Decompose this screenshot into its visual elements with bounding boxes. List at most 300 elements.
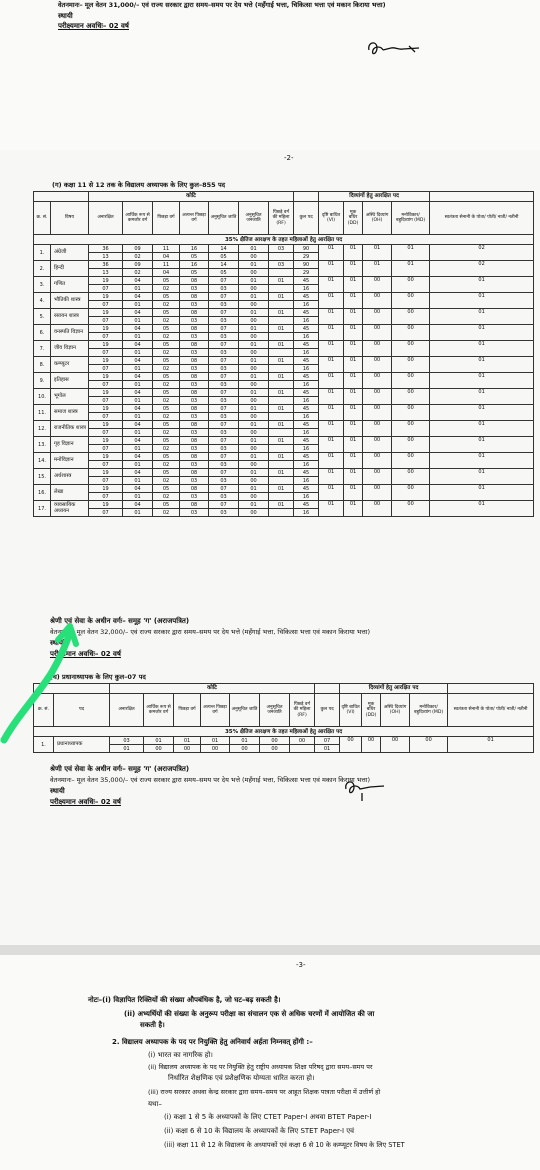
value-cell: 01 xyxy=(239,293,269,301)
divyang-cell: 00 xyxy=(392,293,430,309)
value-cell: 19 xyxy=(89,373,123,381)
women-value-cell: 02 xyxy=(153,333,180,341)
women-value-cell: 04 xyxy=(153,269,180,277)
value-cell: 01 xyxy=(239,277,269,285)
value-cell: 07 xyxy=(209,373,239,381)
col-oh: अस्थि दिव्यांग (OH) xyxy=(363,202,392,235)
value-cell: 07 xyxy=(209,357,239,365)
value-cell: 01 xyxy=(239,453,269,461)
divyang-cell: 01 xyxy=(392,261,430,277)
value-cell: 08 xyxy=(180,485,209,493)
value-cell: 08 xyxy=(180,389,209,397)
divyang-cell: 00 xyxy=(392,421,430,437)
h-permanent: स्थायी xyxy=(50,787,65,795)
divyang-cell: 00 xyxy=(363,469,392,485)
value-cell: 01 xyxy=(174,737,201,745)
qualification-3-i: (i) कक्षा 1 से 5 के अध्यापकों के लिए CTET Paper-I अथवा BTET Paper-I xyxy=(164,1113,372,1121)
divyang-cell: 01 xyxy=(319,293,344,309)
value-cell: 03 xyxy=(269,261,294,269)
women-value-cell: 03 xyxy=(209,397,239,405)
value-cell: 05 xyxy=(153,309,180,317)
value-cell: 45 xyxy=(294,421,319,429)
divyang-cell: 00 xyxy=(363,293,392,309)
value-cell: 19 xyxy=(89,389,123,397)
value-cell: 01 xyxy=(269,341,294,349)
women-value-cell: 03 xyxy=(180,301,209,309)
subject-cell: हिन्दी xyxy=(51,261,89,277)
value-cell: 05 xyxy=(153,325,180,333)
women-value-cell: 00 xyxy=(239,493,269,501)
serial-cell: 12. xyxy=(34,421,51,437)
table-row xyxy=(34,389,534,397)
value-cell: 16 xyxy=(180,261,209,269)
value-cell: 04 xyxy=(123,437,153,445)
value-cell: 05 xyxy=(153,341,180,349)
page-2 xyxy=(0,150,540,945)
value-cell: 14 xyxy=(209,261,239,269)
value-cell: 01 xyxy=(269,421,294,429)
value-cell: 08 xyxy=(180,405,209,413)
divyang-cell: 00 xyxy=(392,373,430,389)
women-value-cell: 16 xyxy=(294,301,319,309)
women-value-cell: 07 xyxy=(89,477,123,485)
divyang-cell: 01 xyxy=(430,485,534,501)
women-value-cell xyxy=(269,301,294,309)
women-value-cell: 00 xyxy=(239,397,269,405)
women-value-cell: 03 xyxy=(209,461,239,469)
serial-cell: 2. xyxy=(34,261,51,277)
qualification-2: (ii) विद्यालय अध्यापक के पद पर नियुक्ति हेतु राष्ट्रीय अध्यापक शिक्षा परिषद् द्वारा समय–समय पर xyxy=(148,1063,373,1071)
women-value-cell: 00 xyxy=(239,365,269,373)
permanent-label: स्थायी xyxy=(58,12,73,20)
divyang-cell: 00 xyxy=(392,341,430,357)
divyang-cell: 00 xyxy=(363,277,392,293)
divyang-cell: 01 xyxy=(344,405,363,421)
value-cell: 04 xyxy=(123,325,153,333)
women-value-cell: 03 xyxy=(180,317,209,325)
women-value-cell: 03 xyxy=(180,333,209,341)
women-value-cell: 05 xyxy=(180,253,209,261)
col-sc: अनुसूचित जाति xyxy=(209,202,239,235)
women-value-cell: 16 xyxy=(294,445,319,453)
table-row xyxy=(34,485,534,493)
value-cell: 01 xyxy=(269,357,294,365)
women-value-cell: 07 xyxy=(89,301,123,309)
value-cell: 45 xyxy=(294,357,319,365)
divyang-cell: 01 xyxy=(344,309,363,325)
women-value-cell: 03 xyxy=(209,317,239,325)
h-col-serial: क्र. सं. xyxy=(34,694,54,727)
women-value-cell: 01 xyxy=(123,333,153,341)
value-cell: 90 xyxy=(294,261,319,269)
women-value-cell: 07 xyxy=(89,509,123,517)
women-value-cell: 16 xyxy=(294,413,319,421)
pay-scale-text: वेतनमानः– मूल वेतन 31,000/– एवं राज्य सरकार द्वारा समय–समय पर देय भत्ते (महँगाई भत्ता, चिकित्सा भत्ता एवं मकान किराया भत्ता) xyxy=(58,1,386,9)
value-cell: 05 xyxy=(153,485,180,493)
divyang-cell: 01 xyxy=(430,421,534,437)
women-value-cell: 29 xyxy=(294,269,319,277)
serial-cell: 8. xyxy=(34,357,51,373)
value-cell: 01 xyxy=(201,737,230,745)
divyang-cell: 01 xyxy=(344,485,363,501)
value-cell: 07 xyxy=(209,293,239,301)
value-cell: 01 xyxy=(239,437,269,445)
h-col-st: अनुसूचित जनजाति xyxy=(260,694,290,727)
divyang-cell: 00 xyxy=(392,309,430,325)
value-cell: 19 xyxy=(89,309,123,317)
value-cell: 08 xyxy=(180,501,209,509)
h-col-post: पद xyxy=(54,694,110,727)
serial-cell: 1. xyxy=(34,245,51,261)
value-cell: 36 xyxy=(89,261,123,269)
value-cell: 01 xyxy=(269,325,294,333)
women-value-cell: 03 xyxy=(180,349,209,357)
value-cell: 07 xyxy=(209,421,239,429)
women-value-cell: 03 xyxy=(180,397,209,405)
value-cell: 19 xyxy=(89,341,123,349)
women-value-cell: 07 xyxy=(89,381,123,389)
women-value-cell: 01 xyxy=(123,381,153,389)
value-cell: 01 xyxy=(239,309,269,317)
divyang-cell: 01 xyxy=(430,357,534,373)
value-cell: 36 xyxy=(89,245,123,253)
value-cell: 19 xyxy=(89,421,123,429)
divyang-cell: 01 xyxy=(430,389,534,405)
divyang-cell: 01 xyxy=(344,437,363,453)
women-value-cell: 01 xyxy=(123,429,153,437)
value-cell: 19 xyxy=(89,437,123,445)
serial-cell: 3. xyxy=(34,277,51,293)
value-cell: 01 xyxy=(239,469,269,477)
h-col-bc: पिछड़ा वर्ग xyxy=(174,694,201,727)
women-value-cell: 04 xyxy=(153,253,180,261)
qualification-1: (i) भारत का नागरिक हो। xyxy=(148,1051,213,1059)
col-dd: मूक बधिर (DD) xyxy=(344,202,363,235)
h-col-sc: अनुसूचित जाति xyxy=(230,694,260,727)
divyang-cell: 00 xyxy=(392,485,430,501)
col-total: कुल पद xyxy=(294,202,319,235)
value-cell: 01 xyxy=(269,277,294,285)
divyang-cell: 01 xyxy=(344,261,363,277)
value-cell: 19 xyxy=(89,405,123,413)
women-value-cell: 02 xyxy=(153,493,180,501)
value-cell: 19 xyxy=(89,277,123,285)
value-cell: 05 xyxy=(153,293,180,301)
value-cell: 01 xyxy=(269,453,294,461)
koti-header: कोटि xyxy=(89,192,294,202)
value-cell: 01 xyxy=(239,421,269,429)
value-cell: 01 xyxy=(269,501,294,509)
women-value-cell: 02 xyxy=(153,509,180,517)
divyang-cell: 02 xyxy=(430,261,534,277)
value-cell: 08 xyxy=(180,437,209,445)
serial-cell: 7. xyxy=(34,341,51,357)
divyang-cell: 00 xyxy=(363,373,392,389)
women-value-cell: 02 xyxy=(153,301,180,309)
note-2: (ii) अभ्यर्थियों की संख्या के अनुरूप परीक्षा का संचालन एक से अधिक चरणों में आयोजित की जा xyxy=(124,1010,375,1018)
table-head-teacher xyxy=(33,683,534,753)
table-row xyxy=(34,341,534,349)
women-value-cell: 02 xyxy=(123,253,153,261)
value-cell: 45 xyxy=(294,293,319,301)
divyang-cell: 00 xyxy=(363,341,392,357)
subject-cell: इतिहास xyxy=(51,373,89,389)
women-value-cell: 16 xyxy=(294,285,319,293)
divyang-cell: 00 xyxy=(392,325,430,341)
women-value-cell: 02 xyxy=(153,429,180,437)
women-value-cell: 00 xyxy=(239,253,269,261)
value-cell: 01 xyxy=(239,357,269,365)
qualification-heading: 2. विद्यालय अध्यापक के पद पर नियुक्ति हेतु अनिवार्य अर्हता निम्नवत् होंगी :– xyxy=(112,1038,313,1046)
value-cell: 04 xyxy=(123,309,153,317)
h-col-dd: मूक बधिर (DD) xyxy=(362,694,381,727)
subject-cell: व्यवसायिक अध्ययन xyxy=(51,501,89,517)
divyang-cell: 01 xyxy=(319,261,344,277)
serial-cell: 14. xyxy=(34,453,51,469)
g-service-class: श्रेणी एवं सेवा के अधीन वर्गः– समूह 'ग' (अराजपत्रित) xyxy=(50,617,190,625)
page-number: -3- xyxy=(296,961,306,969)
women-value-cell xyxy=(269,397,294,405)
divyang-cell: 00 xyxy=(381,737,410,753)
women-value-cell: 05 xyxy=(209,269,239,277)
value-cell: 07 xyxy=(315,737,340,745)
divyang-cell: 00 xyxy=(362,737,381,753)
women-value-cell: 01 xyxy=(110,745,144,753)
value-cell: 07 xyxy=(209,309,239,317)
value-cell: 08 xyxy=(180,421,209,429)
value-cell: 01 xyxy=(239,485,269,493)
col-serial: क्र. सं. xyxy=(34,202,51,235)
women-value-cell: 07 xyxy=(89,429,123,437)
serial-cell: 10. xyxy=(34,389,51,405)
women-value-cell xyxy=(269,413,294,421)
serial-cell: 1. xyxy=(34,737,54,753)
divyang-cell: 01 xyxy=(319,277,344,293)
serial-cell: 17. xyxy=(34,501,51,517)
value-cell: 19 xyxy=(89,501,123,509)
col-st: अनुसूचित जनजाति xyxy=(239,202,269,235)
page-number: -2- xyxy=(284,154,294,162)
subject-cell: वनस्पति विज्ञान xyxy=(51,325,89,341)
value-cell: 45 xyxy=(294,309,319,317)
value-cell: 05 xyxy=(153,357,180,365)
women-value-cell: 00 xyxy=(239,477,269,485)
divyang-cell: 01 xyxy=(344,469,363,485)
qualification-3-iii: (iii) कक्षा 11 से 12 के विद्यालय के अध्यापकों एवं कक्षा 6 से 10 के कम्प्यूटर विषय के लिए STET xyxy=(164,1141,405,1149)
table-row xyxy=(34,277,534,285)
divyang-cell: 00 xyxy=(363,437,392,453)
divyang-cell: 00 xyxy=(363,501,392,517)
h-koti-header: कोटि xyxy=(110,684,315,694)
women-value-cell: 01 xyxy=(123,477,153,485)
value-cell: 04 xyxy=(123,485,153,493)
value-cell: 45 xyxy=(294,373,319,381)
value-cell: 08 xyxy=(180,469,209,477)
women-value-cell xyxy=(269,285,294,293)
women-value-cell: 03 xyxy=(180,365,209,373)
divyang-cell: 00 xyxy=(340,737,362,753)
value-cell: 05 xyxy=(153,469,180,477)
women-value-cell xyxy=(269,477,294,485)
women-value-cell: 03 xyxy=(209,445,239,453)
women-value-cell: 03 xyxy=(209,301,239,309)
women-value-cell: 00 xyxy=(239,301,269,309)
women-value-cell: 03 xyxy=(180,381,209,389)
women-value-cell: 07 xyxy=(89,461,123,469)
divyang-cell: 01 xyxy=(344,277,363,293)
women-value-cell: 00 xyxy=(239,317,269,325)
h-col-md: मनोविकार/ बहुदिव्यांग (MD) xyxy=(410,694,448,727)
divyang-cell: 01 xyxy=(430,325,534,341)
value-cell: 05 xyxy=(153,421,180,429)
divyang-cell: 01 xyxy=(344,325,363,341)
women-value-cell: 03 xyxy=(209,365,239,373)
value-cell: 08 xyxy=(180,309,209,317)
women-value-cell xyxy=(269,381,294,389)
divyang-cell: 00 xyxy=(392,437,430,453)
value-cell: 45 xyxy=(294,469,319,477)
table-row xyxy=(34,293,534,301)
divyang-cell: 01 xyxy=(363,261,392,277)
divyang-cell: 00 xyxy=(363,357,392,373)
divyang-cell: 00 xyxy=(363,325,392,341)
value-cell: 04 xyxy=(123,453,153,461)
value-cell: 11 xyxy=(153,261,180,269)
value-cell: 05 xyxy=(153,277,180,285)
value-cell: 01 xyxy=(239,245,269,253)
women-value-cell: 07 xyxy=(89,397,123,405)
women-value-cell: 03 xyxy=(209,285,239,293)
women-value-cell: 03 xyxy=(209,429,239,437)
value-cell: 08 xyxy=(180,373,209,381)
h-col-total: कुल पद xyxy=(315,694,340,727)
value-cell: 08 xyxy=(180,357,209,365)
value-cell: 04 xyxy=(123,501,153,509)
women-value-cell: 16 xyxy=(294,461,319,469)
value-cell: 05 xyxy=(153,405,180,413)
women-value-cell xyxy=(269,253,294,261)
qualification-3-ii: (ii) कक्षा 6 से 10 के विद्यालय के अध्यापकों के लिए STET Paper-I एवं xyxy=(164,1127,355,1135)
women-value-cell: 03 xyxy=(209,413,239,421)
g-permanent: स्थायी xyxy=(50,639,65,647)
value-cell: 07 xyxy=(209,341,239,349)
signature-image xyxy=(340,775,390,803)
value-cell: 19 xyxy=(89,357,123,365)
h-col-ews: आर्थिक रूप से कमजोर वर्ग xyxy=(144,694,174,727)
value-cell: 07 xyxy=(209,389,239,397)
table-row xyxy=(34,309,534,317)
divyang-cell: 01 xyxy=(344,293,363,309)
women-value-cell: 16 xyxy=(294,333,319,341)
value-cell: 45 xyxy=(294,437,319,445)
table-g-body xyxy=(34,245,534,517)
women-value-cell xyxy=(269,317,294,325)
value-cell: 05 xyxy=(153,389,180,397)
col-ews: आर्थिक रूप से कमजोर वर्ग xyxy=(123,202,153,235)
value-cell: 01 xyxy=(269,405,294,413)
col-unreserved: अनारक्षित xyxy=(89,202,123,235)
divyang-cell: 00 xyxy=(392,501,430,517)
probation-label: परीक्ष्यमान अवधिः– 02 वर्ष xyxy=(58,22,129,30)
women-value-cell: 00 xyxy=(239,381,269,389)
table-row xyxy=(34,501,534,509)
value-cell: 07 xyxy=(209,405,239,413)
women-value-cell: 03 xyxy=(209,493,239,501)
divyang-cell: 01 xyxy=(430,293,534,309)
value-cell: 07 xyxy=(209,437,239,445)
divyang-cell: 01 xyxy=(430,437,534,453)
divyang-cell: 00 xyxy=(363,309,392,325)
women-value-cell: 01 xyxy=(123,317,153,325)
value-cell: 01 xyxy=(269,389,294,397)
women-value-cell: 07 xyxy=(89,365,123,373)
women-value-cell: 02 xyxy=(153,445,180,453)
value-cell: 07 xyxy=(209,325,239,333)
value-cell: 01 xyxy=(269,373,294,381)
divyang-cell: 01 xyxy=(344,421,363,437)
table-row xyxy=(34,325,534,333)
h-col-vi: दृष्टि बाधित (VI) xyxy=(340,694,362,727)
serial-cell: 16. xyxy=(34,485,51,501)
serial-cell: 5. xyxy=(34,309,51,325)
value-cell: 01 xyxy=(269,485,294,493)
divyang-cell: 01 xyxy=(392,245,430,261)
col-rf: पिछड़े वर्ग की महिला (RF) xyxy=(269,202,294,235)
divyang-cell: 01 xyxy=(430,405,534,421)
women-value-cell: 01 xyxy=(123,445,153,453)
value-cell: 00 xyxy=(260,737,290,745)
divyang-cell: 01 xyxy=(430,469,534,485)
value-cell: 04 xyxy=(123,421,153,429)
women-value-cell: 07 xyxy=(89,317,123,325)
women-value-cell: 01 xyxy=(315,745,340,753)
women-value-cell xyxy=(269,445,294,453)
h-pay-scale: वेतनमानः– मूल वेतन 35,000/– एवं राज्य सरकार द्वारा समय–समय पर देय भत्ते (महँगाई भत्ता, चिकित्सा भत्ता एवं मकान किराया भत्ता) xyxy=(50,776,371,784)
h-divyang-header: दिव्यांगों हेतु आरक्षित पद xyxy=(340,684,448,694)
women-value-cell: 01 xyxy=(123,493,153,501)
value-cell: 19 xyxy=(89,325,123,333)
women-value-cell: 00 xyxy=(239,333,269,341)
value-cell: 04 xyxy=(123,469,153,477)
table-row xyxy=(34,453,534,461)
subject-cell: राजनीतिक शास्त्र xyxy=(51,421,89,437)
value-cell: 45 xyxy=(294,405,319,413)
divyang-cell: 01 xyxy=(319,405,344,421)
women-value-cell: 02 xyxy=(153,285,180,293)
women-value-cell: 07 xyxy=(89,333,123,341)
value-cell: 01 xyxy=(239,261,269,269)
section-g-title: (ग) कक्षा 11 से 12 तक के विद्यालय अध्यापक के लिए कुल–855 पद xyxy=(52,181,226,189)
divyang-cell: 01 xyxy=(430,501,534,517)
women-value-cell: 03 xyxy=(209,349,239,357)
women-value-cell: 01 xyxy=(123,365,153,373)
women-value-cell: 16 xyxy=(294,317,319,325)
divyang-cell: 01 xyxy=(430,277,534,293)
value-cell: 08 xyxy=(180,293,209,301)
h-probation: परीक्ष्यमान अवधिः– 02 वर्ष xyxy=(50,798,121,806)
divyang-cell: 01 xyxy=(319,453,344,469)
value-cell: 01 xyxy=(239,325,269,333)
women-value-cell: 13 xyxy=(89,269,123,277)
women-value-cell: 16 xyxy=(294,493,319,501)
subject-cell: कम्प्यूटर xyxy=(51,357,89,373)
divyang-cell: 01 xyxy=(319,437,344,453)
value-cell: 45 xyxy=(294,501,319,509)
subject-cell: प्रधानाध्यापक xyxy=(54,737,110,753)
divyang-cell: 01 xyxy=(344,373,363,389)
women-value-cell xyxy=(269,333,294,341)
women-value-cell: 00 xyxy=(174,745,201,753)
